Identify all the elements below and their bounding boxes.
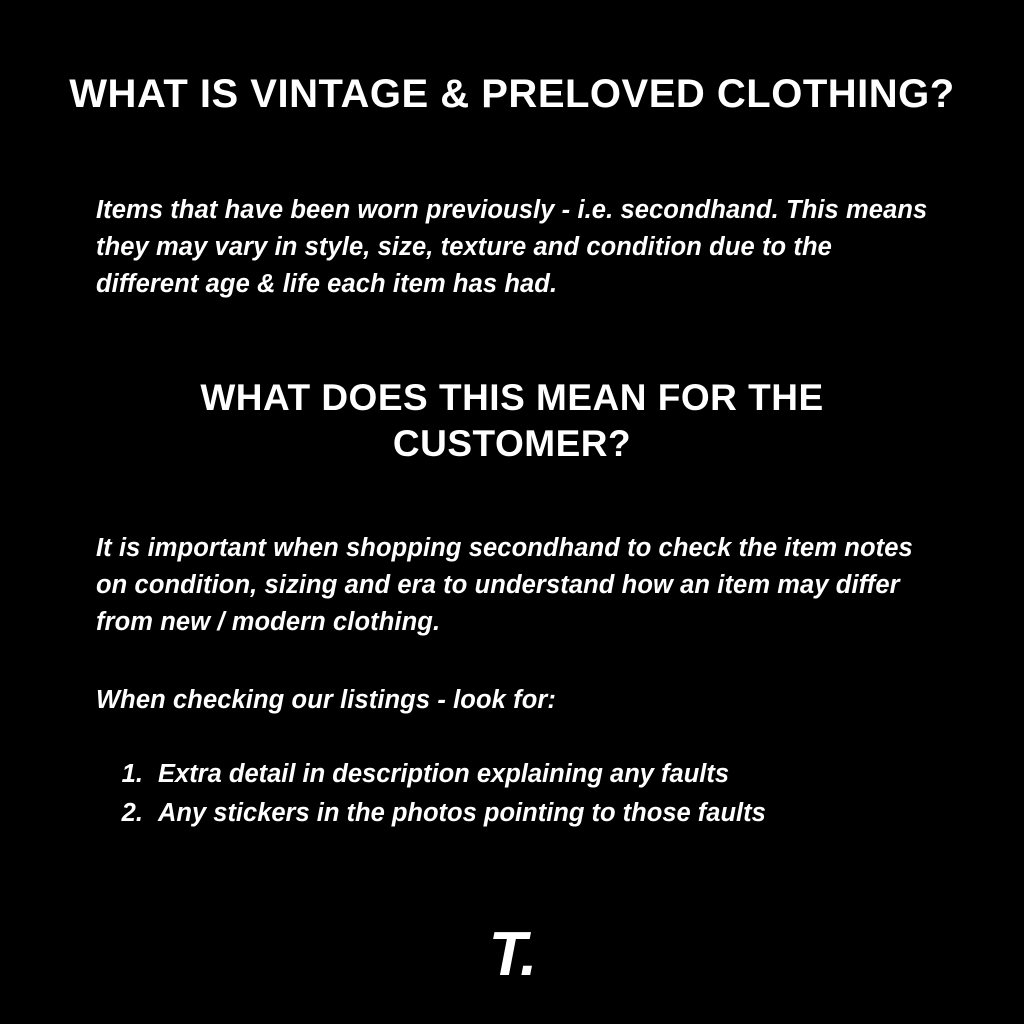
faults-checklist: [96, 755, 956, 833]
list-item: 2. Any stickers in the photos pointing to those faults: [150, 794, 956, 833]
brand-logo: T.: [488, 920, 536, 989]
page-title: WHAT IS VINTAGE & PRELOVED CLOTHING?: [69, 72, 955, 116]
section-heading-customer: WHAT DOES THIS MEAN FOR THE CUSTOMER?: [200, 377, 824, 465]
paragraph-customer-advice: It is important when shopping secondhand to check the item notes on condition, sizing and era to understand how an item may differ from new / modern clothing.: [96, 534, 913, 636]
list-item: 1. Extra detail in description explaining any faults: [150, 755, 956, 794]
paragraph-listing-prompt: When checking our listings - look for:: [96, 686, 556, 714]
paragraph-definition: Items that have been worn previously - i.e. secondhand. This means they may vary in style, size, texture and condition due to the different age & life each item has had.: [96, 196, 928, 298]
